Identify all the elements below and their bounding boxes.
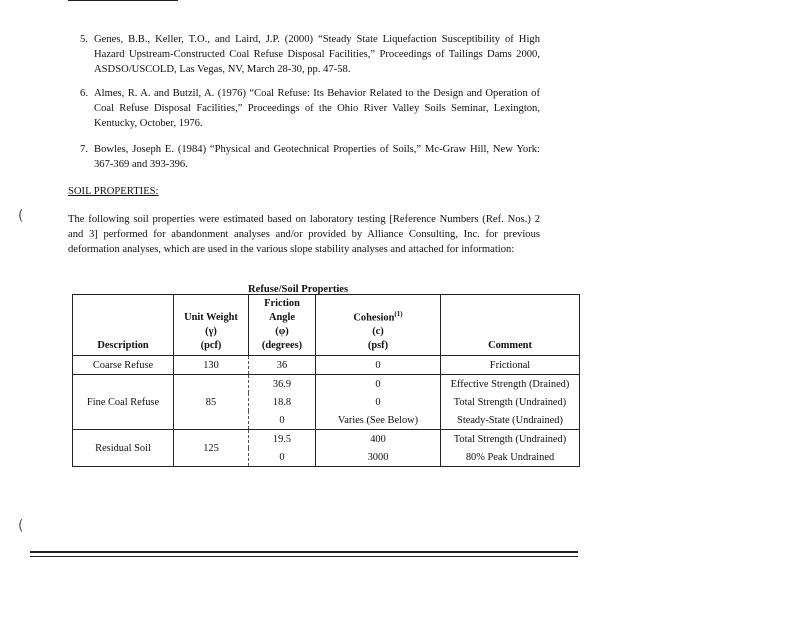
reference-item	[68, 142, 540, 172]
header-cohesion	[316, 295, 441, 356]
table-row	[73, 375, 580, 394]
header-unit-weight-line1: Unit Weight	[184, 312, 238, 323]
header-friction-line1: Friction	[264, 298, 300, 309]
cell-cohesion: Varies (See Below)	[316, 411, 441, 430]
cell-comment: 80% Peak Undrained	[441, 448, 580, 467]
cell-cohesion: 400	[316, 430, 441, 449]
reference-item	[68, 32, 540, 77]
cell-friction: 36.9	[249, 375, 316, 394]
cell-description: Residual Soil	[73, 430, 174, 467]
cell-description: Coarse Refuse	[73, 356, 174, 375]
cell-cohesion: 3000	[316, 448, 441, 467]
reference-text: Almes, R. A. and Butzil, A. (1976) “Coal Refuse: Its Behavior Related to the Design and Operation of Coal Refuse Disposal Facilities,” Proceedings of the Ohio River Valley Soils Seminar, Lexington, Kentucky, October, 1976.	[94, 88, 540, 129]
cell-cohesion: 0	[316, 393, 441, 411]
punch-hole-mark: (	[18, 208, 24, 224]
bottom-rule	[30, 551, 578, 553]
cell-description: Fine Coal Refuse	[73, 375, 174, 430]
cell-friction: 0	[249, 448, 316, 467]
header-cohesion-line2: (c)	[372, 326, 384, 337]
top-rule	[68, 0, 178, 1]
reference-text: Bowles, Joseph E. (1984) “Physical and Geotechnical Properties of Soils,” Mc-Graw Hill, New York: 367-369 and 393-396.	[94, 144, 540, 170]
cell-comment: Frictional	[441, 356, 580, 375]
cell-unit-weight: 125	[174, 430, 249, 467]
header-description: Description	[73, 295, 174, 356]
header-friction-angle	[249, 295, 316, 356]
cell-unit-weight: 130	[174, 356, 249, 375]
reference-number: 7.	[80, 144, 88, 155]
section-heading: SOIL PROPERTIES:	[68, 186, 159, 197]
cell-friction: 0	[249, 411, 316, 430]
punch-hole-mark: (	[18, 518, 24, 534]
cell-comment: Steady-State (Undrained)	[441, 411, 580, 430]
cell-unit-weight: 85	[174, 375, 249, 430]
header-cohesion-line3: (psf)	[367, 340, 389, 351]
table-header-row	[73, 295, 580, 356]
header-friction-line4: (degrees)	[261, 340, 303, 351]
header-unit-weight	[174, 295, 249, 356]
reference-number: 5.	[80, 34, 88, 45]
cell-friction: 18.8	[249, 393, 316, 411]
reference-item	[68, 86, 540, 131]
table-row	[73, 356, 580, 375]
cell-friction: 36	[249, 356, 316, 375]
cell-comment: Total Strength (Undrained)	[441, 430, 580, 449]
header-comment: Comment	[441, 295, 580, 356]
header-cohesion-footnote: (1)	[394, 309, 403, 318]
cell-cohesion: 0	[316, 375, 441, 394]
header-unit-weight-line2: (γ)	[205, 326, 217, 337]
header-friction-line2: Angle	[269, 312, 295, 323]
bottom-rule-thin	[30, 556, 578, 557]
cell-comment: Total Strength (Undrained)	[441, 393, 580, 411]
header-unit-weight-line3: (pcf)	[200, 340, 222, 351]
intro-paragraph: The following soil properties were estimated based on laboratory testing [Reference Numbers (Ref. Nos.) 2 and 3] performed for abandonment analyses and/or provided by Alliance Consulting, Inc. for previous deformation analyses, which are used in the various slope stability analyses and attached for information:	[68, 214, 540, 255]
table-row	[73, 430, 580, 449]
soil-properties-table	[72, 294, 580, 467]
cell-cohesion: 0	[316, 356, 441, 375]
cell-comment: Effective Strength (Drained)	[441, 375, 580, 394]
header-friction-line3: (φ)	[275, 326, 289, 337]
table-caption: Refuse/Soil Properties	[248, 284, 349, 295]
reference-number: 6.	[80, 88, 88, 99]
cell-friction: 19.5	[249, 430, 316, 449]
header-cohesion-line1: Cohesion	[353, 312, 395, 323]
reference-text: Genes, B.B., Keller, T.O., and Laird, J.P. (2000) “Steady State Liquefaction Susceptibility of High Hazard Upstream-Constructed Coal Refuse Disposal Facilities,” Proceedings of Tailings Dams 2000, ASDSO/USCOLD, Las Vegas, NV, March 28-30, pp. 47-58.	[94, 34, 540, 75]
